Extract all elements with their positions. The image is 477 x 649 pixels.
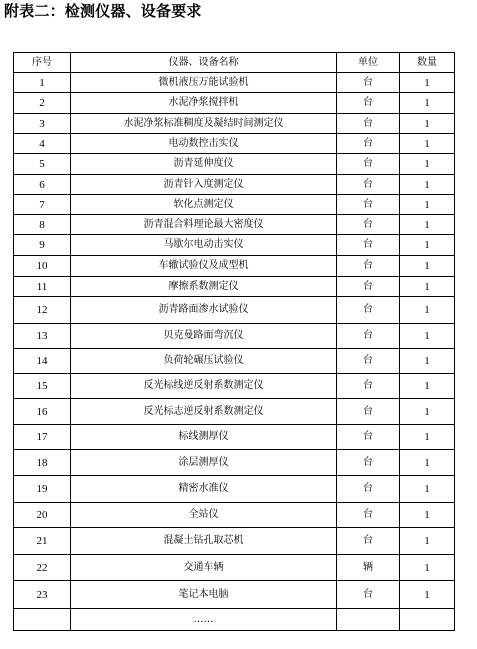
table-row (14, 297, 455, 324)
cell-name: 笔记本电脑 (71, 581, 337, 609)
cell-qty: 1 (400, 324, 455, 349)
table-row (14, 450, 455, 476)
cell-no: 22 (14, 555, 71, 581)
header-no: 序号 (14, 53, 71, 73)
cell-unit: 台 (337, 503, 400, 528)
cell-qty: 1 (400, 399, 455, 425)
cell-qty: 1 (400, 114, 455, 134)
cell-no: 11 (14, 277, 71, 297)
cell-name: 沥青路面渗水试验仪 (71, 297, 337, 324)
cell-unit: 台 (337, 277, 400, 297)
cell-no: 9 (14, 235, 71, 256)
cell-no: 2 (14, 93, 71, 114)
cell-name: 反光标志逆反射系数测定仪 (71, 399, 337, 425)
table-row (14, 555, 455, 581)
table-row (14, 235, 455, 256)
cell-qty: 1 (400, 235, 455, 256)
cell-no: 1 (14, 73, 71, 93)
cell-name: 软化点测定仪 (71, 195, 337, 215)
cell-no: 7 (14, 195, 71, 215)
cell-no: 13 (14, 324, 71, 349)
table-body (14, 73, 455, 631)
cell-no: 21 (14, 528, 71, 555)
table-row (14, 277, 455, 297)
table-row (14, 73, 455, 93)
cell-unit: 台 (337, 256, 400, 277)
table-row (14, 374, 455, 399)
cell-name: 车辙试验仪及成型机 (71, 256, 337, 277)
table-row (14, 324, 455, 349)
cell-unit: 台 (337, 324, 400, 349)
table-row (14, 476, 455, 503)
cell-qty: 1 (400, 425, 455, 450)
cell-unit: 台 (337, 73, 400, 93)
cell-qty: 1 (400, 349, 455, 374)
cell-no: 15 (14, 374, 71, 399)
cell-name: 全站仪 (71, 503, 337, 528)
table-row (14, 134, 455, 154)
table-row (14, 503, 455, 528)
cell-qty: 1 (400, 195, 455, 215)
cell-qty: 1 (400, 256, 455, 277)
cell-unit: 台 (337, 581, 400, 609)
table-row (14, 349, 455, 374)
table-row (14, 528, 455, 555)
cell-unit: 台 (337, 215, 400, 235)
table-row (14, 93, 455, 114)
cell-name: 马歇尔电动击实仪 (71, 235, 337, 256)
cell-name: 精密水准仪 (71, 476, 337, 503)
cell-qty: 1 (400, 175, 455, 195)
cell-name: 交通车辆 (71, 555, 337, 581)
cell-no (14, 609, 71, 631)
cell-no: 3 (14, 114, 71, 134)
equipment-table (13, 52, 455, 631)
table-row (14, 425, 455, 450)
cell-name: 摩擦系数测定仪 (71, 277, 337, 297)
cell-no: 4 (14, 134, 71, 154)
cell-name: 水泥净浆搅拌机 (71, 93, 337, 114)
cell-unit: 台 (337, 154, 400, 175)
header-qty: 数量 (400, 53, 455, 73)
cell-name: 混凝土钻孔取芯机 (71, 528, 337, 555)
table-row (14, 154, 455, 175)
header-unit: 单位 (337, 53, 400, 73)
cell-unit: 台 (337, 114, 400, 134)
cell-qty: 1 (400, 503, 455, 528)
table-row (14, 215, 455, 235)
cell-unit: 辆 (337, 555, 400, 581)
cell-no: 8 (14, 215, 71, 235)
cell-qty: 1 (400, 73, 455, 93)
cell-unit: 台 (337, 297, 400, 324)
cell-name: 涂层测厚仪 (71, 450, 337, 476)
page-title: 附表二：检测仪器、设备要求 (4, 2, 202, 20)
cell-name: 反光标线逆反射系数测定仪 (71, 374, 337, 399)
cell-unit: 台 (337, 175, 400, 195)
cell-qty: 1 (400, 528, 455, 555)
cell-no: 23 (14, 581, 71, 609)
cell-qty: 1 (400, 215, 455, 235)
header-name: 仪器、设备名称 (71, 53, 337, 73)
cell-unit: 台 (337, 399, 400, 425)
cell-no: 12 (14, 297, 71, 324)
table-row (14, 195, 455, 215)
table-header-row (14, 53, 455, 73)
cell-no: 14 (14, 349, 71, 374)
table-row (14, 256, 455, 277)
cell-name: …… (71, 609, 337, 631)
cell-name: 标线测厚仪 (71, 425, 337, 450)
cell-name: 贝克曼路面弯沉仪 (71, 324, 337, 349)
cell-unit: 台 (337, 425, 400, 450)
cell-no: 6 (14, 175, 71, 195)
cell-no: 19 (14, 476, 71, 503)
cell-qty: 1 (400, 555, 455, 581)
cell-qty: 1 (400, 277, 455, 297)
cell-no: 5 (14, 154, 71, 175)
cell-unit: 台 (337, 134, 400, 154)
cell-qty: 1 (400, 476, 455, 503)
cell-name: 电动数控击实仪 (71, 134, 337, 154)
cell-qty: 1 (400, 450, 455, 476)
cell-no: 17 (14, 425, 71, 450)
cell-no: 18 (14, 450, 71, 476)
table-row-ellipsis (14, 609, 455, 631)
cell-name: 微机液压万能试验机 (71, 73, 337, 93)
cell-name: 沥青针入度测定仪 (71, 175, 337, 195)
cell-name: 负荷轮碾压试验仪 (71, 349, 337, 374)
cell-unit: 台 (337, 374, 400, 399)
table-row (14, 114, 455, 134)
cell-name: 沥青延伸度仪 (71, 154, 337, 175)
cell-qty: 1 (400, 134, 455, 154)
cell-qty: 1 (400, 154, 455, 175)
cell-no: 10 (14, 256, 71, 277)
table-row (14, 581, 455, 609)
cell-qty: 1 (400, 581, 455, 609)
cell-qty: 1 (400, 297, 455, 324)
cell-name: 沥青混合料理论最大密度仪 (71, 215, 337, 235)
cell-unit (337, 609, 400, 631)
table-row (14, 399, 455, 425)
cell-qty: 1 (400, 93, 455, 114)
cell-qty (400, 609, 455, 631)
cell-no: 20 (14, 503, 71, 528)
cell-unit: 台 (337, 528, 400, 555)
cell-name: 水泥净浆标准稠度及凝结时间测定仪 (71, 114, 337, 134)
cell-unit: 台 (337, 93, 400, 114)
cell-unit: 台 (337, 195, 400, 215)
cell-unit: 台 (337, 349, 400, 374)
cell-unit: 台 (337, 476, 400, 503)
cell-qty: 1 (400, 374, 455, 399)
cell-unit: 台 (337, 450, 400, 476)
cell-unit: 台 (337, 235, 400, 256)
table-row (14, 175, 455, 195)
cell-no: 16 (14, 399, 71, 425)
